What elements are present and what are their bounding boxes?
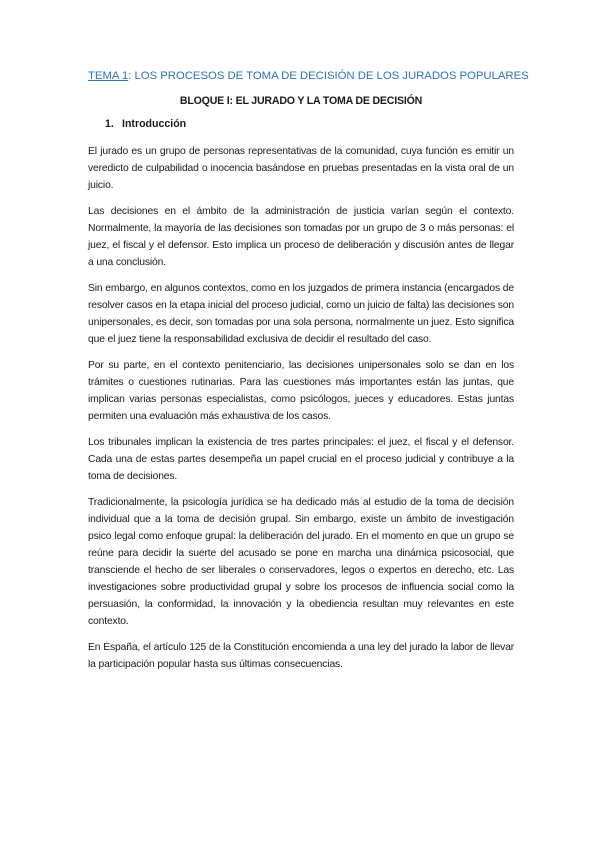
section-heading [105, 118, 514, 130]
paragraph-jurado-definition: El jurado es un grupo de personas representativas de la comunidad, cuya función es emitir un veredicto de culpabilidad o inocencia basándose en pruebas presentadas en la vista oral de un juicio. [88, 146, 514, 191]
section-title: Introducción [122, 118, 187, 130]
paragraph-penitenciario: Por su parte, en el contexto penitenciario, las decisiones unipersonales solo se dan en los trámites o cuestiones rutinarias. Para las cuestiones más importantes están las juntas, que implican varias personas especialistas, como psicólogos, jueces y educadores. Estas juntas permiten una evaluación más exhaustiva de los casos. [88, 360, 514, 422]
block-title: BLOQUE I: EL JURADO Y LA TOMA DE DECISIÓN [179, 95, 423, 107]
paragraph-decisiones-contexto: Las decisiones en el ámbito de la administración de justicia varían según el contexto. Normalmente, la mayoría de las decisiones son tomadas por un grupo de 3 o más personas: el juez, el fiscal y el defensor. Esto implica un proceso de deliberación y discusión antes de llegar a una conclusión. [88, 206, 514, 268]
document-title [88, 70, 529, 82]
paragraph-constitucion: En España, el artículo 125 de la Constitución encomienda a una ley del jurado la labor de llevar la participación popular hasta sus últimas consecuencias. [88, 642, 514, 670]
paragraph-psicologia-juridica: Tradicionalmente, la psicología jurídica se ha dedicado más al estudio de la toma de decisión individual que a la toma de decisión grupal. Sin embargo, existe un ámbito de investigación psico legal como enfoque grupal: la deliberación del jurado. En el momento en que un grupo se reúne para decidir la suerte del acusado se pone en marcha una dinámica psicosocial, que transciende el hecho de ser liberales o conservadores, legos o expertos en derecho, etc. Las investigaciones sobre productividad grupal y sobre los procesos de influencia social como la persuasión, la conformidad, la innovación y la obediencia resultan muy relevantes en este contexto. [88, 497, 514, 627]
paragraph-primera-instancia: Sin embargo, en algunos contextos, como en los juzgados de primera instancia (encargados de resolver casos en la etapa inicial del proceso judicial, como un juicio de falta) las decisiones son unipersonales, es decir, son tomadas por una sola persona, normalmente un juez. Esto significa que el juez tiene la responsabilidad exclusiva de decidir el resultado del caso. [88, 283, 514, 345]
section-number: 1. [105, 118, 114, 130]
topic-title: : LOS PROCESOS DE TOMA DE DECISIÓN DE LOS JURADOS POPULARES [128, 70, 529, 82]
topic-label: TEMA 1 [88, 70, 129, 82]
document-page [88, 70, 529, 682]
paragraph-tribunales: Los tribunales implican la existencia de tres partes principales: el juez, el fiscal y el defensor. Cada una de estas partes desempeña un papel crucial en el proceso judicial y contribuye a la toma de decisiones. [88, 437, 514, 482]
